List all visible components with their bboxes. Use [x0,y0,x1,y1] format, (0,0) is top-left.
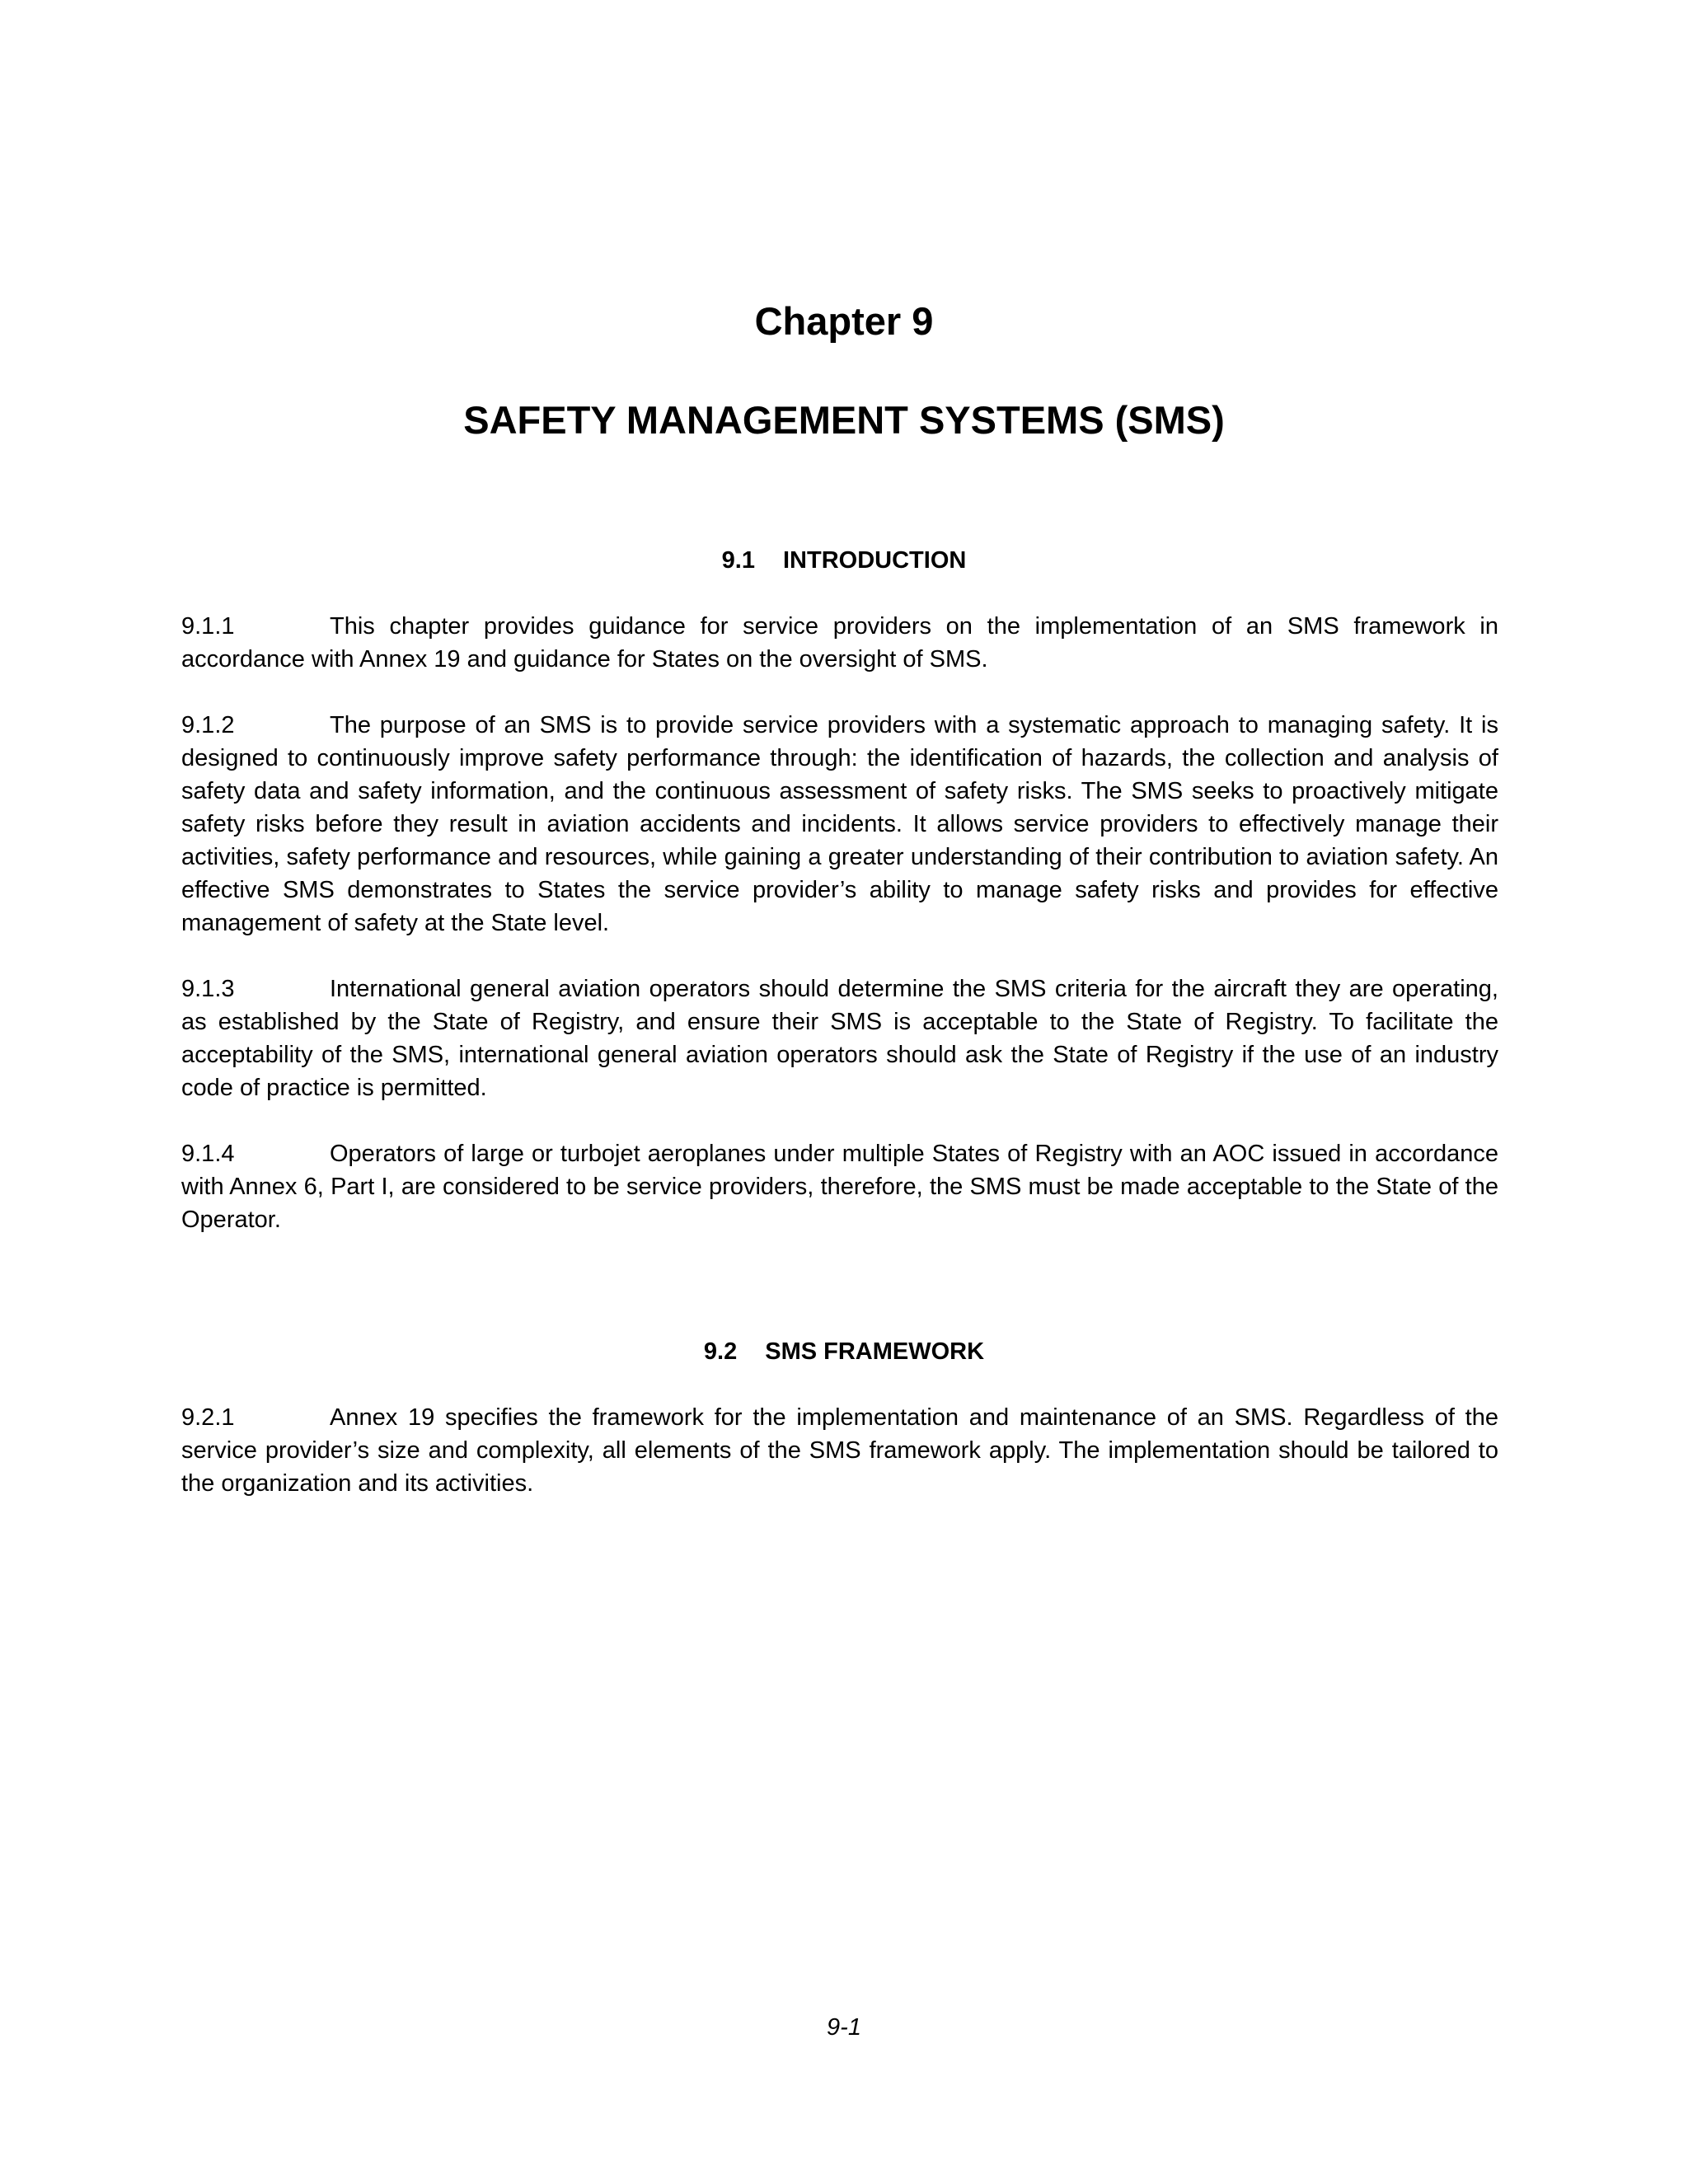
section-number: 9.1 [721,547,755,574]
section-heading-9-1 [0,544,1688,577]
paragraph-text: The purpose of an SMS is to provide service providers with a systematic approach to managing safety. It is designed to continuously improve safety performance through: the identification of hazards, the collection and analysis of safety data and safety information, and the continuous assessment of safety risks. The SMS seeks to proactively mitigate safety risks before they result in aviation accidents and incidents. It allows service providers to effectively manage their activities, safety performance and resources, while gaining a greater understanding of their contribution to aviation safety. An effective SMS demonstrates to States the service provider’s ability to manage safety risks and provides for effective management of safety at the State level. [181,712,1498,936]
paragraph-text: This chapter provides guidance for service providers on the implementation of an SMS framework in accordance with Annex 19 and guidance for States on the oversight of SMS. [181,613,1498,673]
section-title: INTRODUCTION [783,547,967,574]
paragraph-9-2-1 [181,1401,1498,1500]
page-number: 9-1 [827,2014,861,2041]
paragraph-number: 9.1.3 [181,976,235,1002]
paragraph-number: 9.1.1 [181,613,235,640]
section-heading-9-2 [0,1335,1688,1368]
paragraph-number: 9.1.2 [181,712,235,738]
chapter-title: Chapter 9 [754,299,934,343]
paragraph-text: Operators of large or turbojet aeroplanes under multiple States of Registry with an AOC issued in accordance with Annex 6, Part I, are considered to be service providers, therefore, the SMS must be made acceptable to the State of the Operator. [181,1141,1498,1233]
paragraph-number: 9.1.4 [181,1141,235,1167]
section-number: 9.2 [703,1338,738,1365]
paragraph-number: 9.2.1 [181,1404,235,1431]
paragraph-9-1-1 [181,610,1498,676]
chapter-subtitle: SAFETY MANAGEMENT SYSTEMS (SMS) [463,398,1225,442]
paragraph-9-1-2 [181,709,1498,940]
paragraph-text: International general aviation operators should determine the SMS criteria for the aircraft they are operating, as established by the State of Registry, and ensure their SMS is acceptable to the State of Registry. To facilitate the acceptability of the SMS, international general aviation operators should ask the State of Registry if the use of an industry code of practice is permitted. [181,976,1498,1101]
paragraph-text: Annex 19 specifies the framework for the implementation and maintenance of an SMS. Regardless of the service provider’s size and complexity, all elements of the SMS framework apply. The implementation should be tailored to the organization and its activities. [181,1404,1498,1497]
paragraph-9-1-4 [181,1137,1498,1236]
paragraph-9-1-3 [181,972,1498,1104]
section-title: SMS FRAMEWORK [765,1338,985,1365]
